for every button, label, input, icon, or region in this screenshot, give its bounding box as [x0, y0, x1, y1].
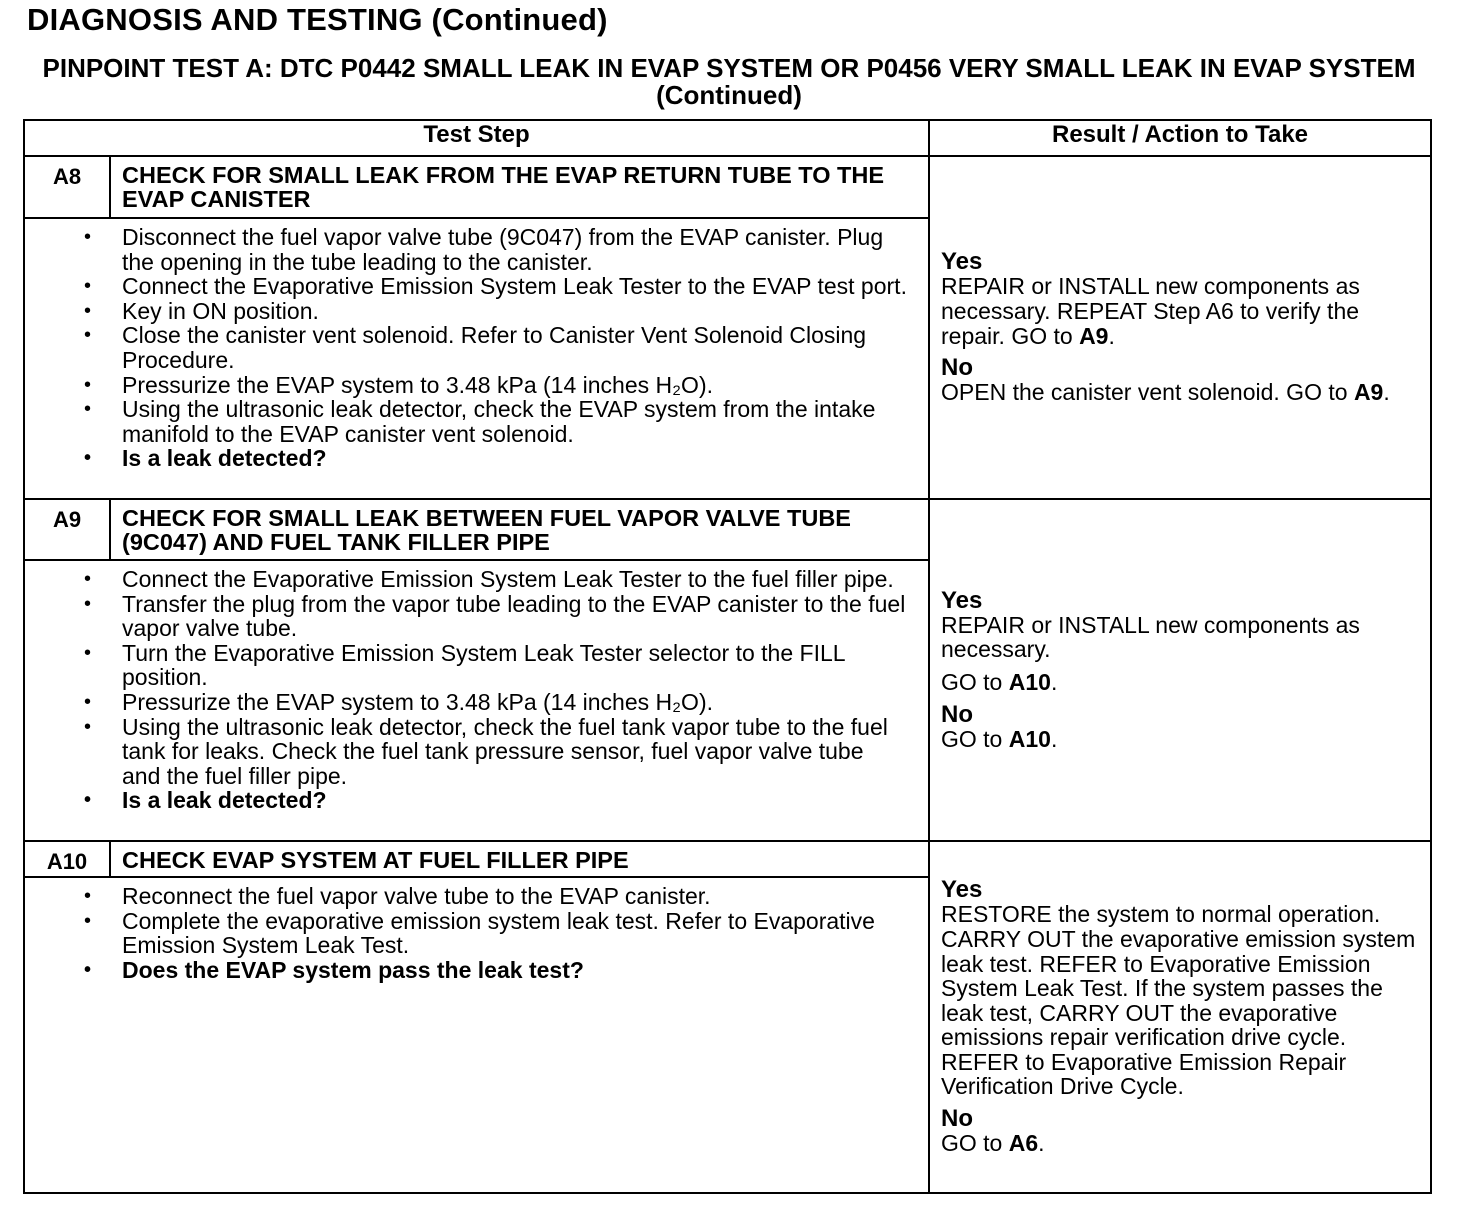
step-body — [24, 877, 929, 1193]
no-action: GO to A6. — [941, 1130, 1045, 1157]
step-title: CHECK FOR SMALL LEAK BETWEEN FUEL VAPOR VALVE TUBE (9C047) AND FUEL TANK FILLER PIPE — [110, 499, 929, 560]
yes-goto: GO to A10. — [941, 669, 1058, 695]
no-action: GO to A10. — [941, 725, 1058, 752]
step-title-row — [24, 499, 1431, 560]
step-title: CHECK EVAP SYSTEM AT FUEL FILLER PIPE — [110, 841, 929, 877]
result-cell — [929, 499, 1431, 841]
no-action: OPEN the canister vent solenoid. GO to A9. — [941, 379, 1390, 406]
result-action-header: Result / Action to Take — [929, 120, 1431, 156]
step-instructions — [25, 219, 928, 475]
step-id: A8 — [24, 156, 110, 218]
no-label: No — [941, 1105, 973, 1133]
list-item: • Using the ultrasonic leak detector, check the fuel tank vapor tube to the fuel tank for leaks. Check the fuel tank pressure sensor, fuel vapor valve tube and the fuel filler pipe. — [122, 715, 908, 789]
yes-action: REPAIR or INSTALL new components as necessary. — [941, 611, 1360, 663]
result-cell — [929, 156, 1431, 499]
step-body — [24, 560, 929, 841]
yes-action: REPAIR or INSTALL new components as necessary. REPEAT Step A6 to verify the repair. GO to A9. — [941, 273, 1360, 349]
step-instructions — [25, 561, 928, 817]
yes-label: Yes — [941, 586, 983, 614]
list-item: • Turn the Evaporative Emission System Leak Tester selector to the FILL position. — [122, 641, 908, 690]
step-id: A10 — [24, 841, 110, 877]
list-item: • Connect the Evaporative Emission System Leak Tester to the EVAP test port. — [122, 274, 908, 299]
step-question: • Is a leak detected? — [122, 788, 908, 813]
list-item: • Pressurize the EVAP system to 3.48 kPa (14 inches H₂O). — [122, 373, 908, 398]
test-step-header: Test Step — [24, 120, 929, 156]
yes-label: Yes — [941, 248, 983, 276]
list-item: • Complete the evaporative emission system leak test. Refer to Evaporative Emission System Leak Test. — [122, 909, 908, 958]
list-item: • Using the ultrasonic leak detector, check the EVAP system from the intake manifold to the EVAP canister vent solenoid. — [122, 397, 908, 446]
step-title: CHECK FOR SMALL LEAK FROM THE EVAP RETURN TUBE TO THE EVAP CANISTER — [110, 156, 929, 218]
list-item: • Transfer the plug from the vapor tube leading to the EVAP canister to the fuel vapor valve tube. — [122, 592, 908, 641]
pinpoint-test-table — [23, 119, 1432, 1194]
step-question: • Is a leak detected? — [122, 446, 908, 471]
yes-action: RESTORE the system to normal operation. CARRY OUT the evaporative emission system leak test. REFER to Evaporative Emission System Leak Test. If the system passes the leak test, CARRY OUT the evaporative emissions repair verification drive cycle. REFER to Evaporative Emission Repair Verification Drive Cycle. — [941, 901, 1416, 1100]
step-instructions — [25, 878, 928, 986]
pinpoint-test-title: PINPOINT TEST A: DTC P0442 SMALL LEAK IN EVAP SYSTEM OR P0456 VERY SMALL LEAK IN EVAP SYSTEM (Continued) — [42, 53, 1416, 110]
no-label: No — [941, 354, 973, 382]
list-item: • Disconnect the fuel vapor valve tube (9C047) from the EVAP canister. Plug the opening in the tube leading to the canister. — [122, 225, 908, 274]
list-item: • Reconnect the fuel vapor valve tube to the EVAP canister. — [122, 884, 908, 909]
yes-label: Yes — [941, 876, 983, 904]
result-cell — [929, 841, 1431, 1193]
step-id: A9 — [24, 499, 110, 560]
step-title-row — [24, 841, 1431, 877]
step-title-row — [24, 156, 1431, 218]
step-question: • Does the EVAP system pass the leak test? — [122, 958, 908, 983]
no-label: No — [941, 700, 973, 728]
list-item: • Key in ON position. — [122, 299, 908, 324]
list-item: • Pressurize the EVAP system to 3.48 kPa (14 inches H₂O). — [122, 690, 908, 715]
list-item: • Close the canister vent solenoid. Refer to Canister Vent Solenoid Closing Procedure. — [122, 323, 908, 372]
table-header-row — [24, 120, 1431, 156]
step-body — [24, 218, 929, 499]
list-item: • Connect the Evaporative Emission System Leak Tester to the fuel filler pipe. — [122, 567, 908, 592]
page-title: DIAGNOSIS AND TESTING (Continued) — [27, 2, 608, 37]
